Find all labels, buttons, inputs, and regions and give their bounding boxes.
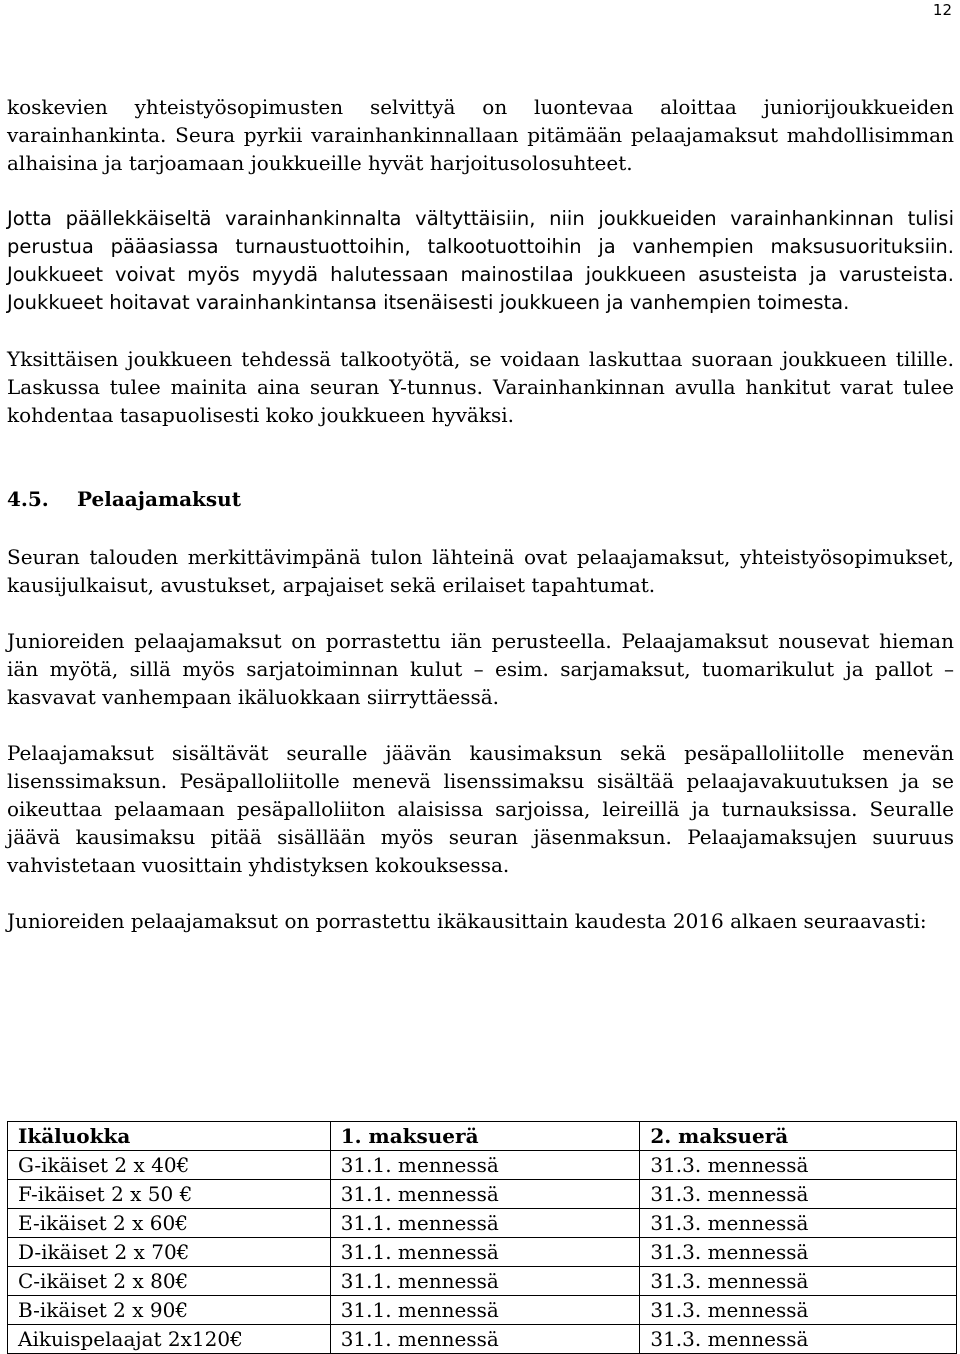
- column-header-second-installment: 2. maksuerä: [640, 1122, 957, 1151]
- paragraph-volunteer-work: Yksittäisen joukkueen tehdessä talkootyötä, se voidaan laskuttaa suoraan joukkueen tilille. Laskussa tulee mainita aina seuran Y-tunnus. Varainhankinnan avulla hankitut varat tulee kohdentaa tasapuolisesti koko joukkueen hyväksi.: [7, 347, 954, 427]
- column-header-age-class: Ikäluokka: [8, 1122, 331, 1151]
- paragraph-fee-contents: Pelaajamaksut sisältävät seuralle jäävän kausimaksun sekä pesäpalloliitolle menevän lisenssimaksun. Pesäpalloliitolle menevä lisenssimaksu sisältää pelaajavakuutuksen ja se oikeuttaa pelaamaan pesäpalloliiton alaisissa sarjoissa, leireillä ja turnauksissa. Seuralle jäävä kausimaksu pitää sisällään myös seuran jäsenmaksun. Pelaajamaksujen suuruus vahvistetaan vuosittain yhdistyksen kokouksessa.: [7, 741, 954, 877]
- column-header-first-installment: 1. maksuerä: [330, 1122, 640, 1151]
- table-row: [8, 1238, 957, 1267]
- table-cell: 31.3. mennessä: [640, 1209, 957, 1238]
- table-cell: 31.1. mennessä: [330, 1296, 640, 1325]
- section-title: Pelaajamaksut: [77, 487, 241, 511]
- paragraph-team-funding: Jotta päällekkäiseltä varainhankinnalta vältyttäisiin, niin joukkueiden varainhankinnan tulisi perustua pääasiassa turnaustuottoihin, talkootuottoihin ja vanhempien maksusuorituksiin. Joukkueet voivat myös myydä halutessaan mainostilaa joukkueen asusteista ja varusteista. Joukkueet hoitavat varainhankintansa itsenäisesti joukkueen ja vanhempien toimesta.: [7, 207, 954, 314]
- table-cell: G-ikäiset 2 x 40€: [8, 1151, 331, 1180]
- table-cell: E-ikäiset 2 x 60€: [8, 1209, 331, 1238]
- table-row: [8, 1209, 957, 1238]
- section-number: 4.5.: [7, 487, 49, 511]
- table-cell: 31.3. mennessä: [640, 1325, 957, 1354]
- player-fees-table: [7, 1121, 957, 1354]
- table-cell: 31.1. mennessä: [330, 1151, 640, 1180]
- table-cell: F-ikäiset 2 x 50 €: [8, 1180, 331, 1209]
- table-cell: D-ikäiset 2 x 70€: [8, 1238, 331, 1267]
- table-cell: 31.3. mennessä: [640, 1267, 957, 1296]
- table-row: [8, 1267, 957, 1296]
- document-body: [7, 93, 954, 963]
- table-row: [8, 1296, 957, 1325]
- table-row: [8, 1151, 957, 1180]
- page-number: 12: [932, 1, 952, 19]
- table-cell: 31.3. mennessä: [640, 1296, 957, 1325]
- table-cell: 31.1. mennessä: [330, 1238, 640, 1267]
- paragraph-funding-intro: koskevien yhteistyösopimusten selvittyä on luontevaa aloittaa juniorijoukkueiden varainhankinta. Seura pyrkii varainhankinnallaan pitämään pelaajamaksut mahdollisimman alhaisina ja tarjoamaan joukkueille hyvät harjoitusolosuhteet.: [7, 95, 954, 175]
- table-cell: 31.3. mennessä: [640, 1180, 957, 1209]
- table-row: [8, 1180, 957, 1209]
- paragraph-table-intro: Junioreiden pelaajamaksut on porrastettu ikäkausittain kaudesta 2016 alkaen seuraavasti:: [7, 909, 927, 933]
- paragraph-age-tiers: Junioreiden pelaajamaksut on porrastettu iän perusteella. Pelaajamaksut nousevat hieman iän myötä, sillä myös sarjatoiminnan kulut – esim. sarjamaksut, tuomarikulut ja pallot – kasvavat vanhempaan ikäluokkaan siirryttäessä.: [7, 629, 954, 709]
- table-cell: 31.1. mennessä: [330, 1325, 640, 1354]
- section-heading: [7, 485, 954, 513]
- table-cell: C-ikäiset 2 x 80€: [8, 1267, 331, 1296]
- table-cell: 31.1. mennessä: [330, 1209, 640, 1238]
- table-cell: Aikuispelaajat 2x120€: [8, 1325, 331, 1354]
- table-row: [8, 1325, 957, 1354]
- table-cell: 31.1. mennessä: [330, 1180, 640, 1209]
- table-header-row: [8, 1122, 957, 1151]
- table-cell: 31.3. mennessä: [640, 1151, 957, 1180]
- paragraph-income-sources: Seuran talouden merkittävimpänä tulon lähteinä ovat pelaajamaksut, yhteistyösopimukset, kausijulkaisut, avustukset, arpajaiset sekä erilaiset tapahtumat.: [7, 545, 954, 597]
- table-cell: B-ikäiset 2 x 90€: [8, 1296, 331, 1325]
- table-cell: 31.3. mennessä: [640, 1238, 957, 1267]
- table-cell: 31.1. mennessä: [330, 1267, 640, 1296]
